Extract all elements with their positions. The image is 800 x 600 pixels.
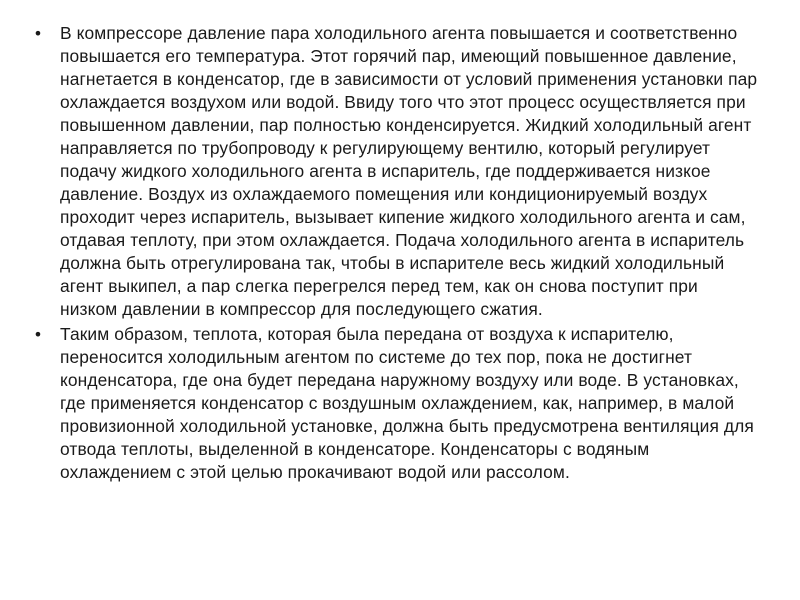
bullet-item-heat-transfer — [28, 323, 760, 484]
bullet-item-compressor-process — [28, 22, 760, 321]
bullet-text: В компрессоре давление пара холодильного агента повышается и соответственно повышается его температура. Этот горячий пар, имеющий повышенное давление, нагнетается в конденсатор, где в зависимости от условий применения установки пар охлаждается воздухом или водой. Ввиду того что этот процесс осуществляется при повышенном давлении, пар полностью конденсируется. Жидкий холодильный агент направляется по трубопроводу к регулирующему вентилю, который регулирует подачу жидкого холодильного агента в испаритель, где поддерживается низкое давление. Воздух из охлаждаемого помещения или кондиционируемый воздух проходит через испаритель, вызывает кипение жидкого холодильного агента и сам, отдавая теплоту, при этом охлаждается. Подача холодильного агента в испаритель должна быть отрегулирована так, чтобы в испарителе весь жидкий холодильный агент выкипел, а пар слегка перегрелся перед тем, как он снова поступит при низком давлении в компрессор для последующего сжатия. — [60, 23, 758, 319]
bullet-text: Таким образом, теплота, которая была передана от воздуха к испарителю, переносится холодильным агентом по системе до тех пор, пока не достигнет конденсатора, где она будет передана наружному воздуху или воде. В установках, где применяется конденсатор с воздушным охлаждением, как, например, в малой провизионной холодильной установке, должна быть предусмотрена вентиляция для отвода теплоты, выделенной в конденсаторе. Конденсаторы с водяным охлаждением с этой целью прокачивают водой или рассолом. — [60, 324, 754, 482]
bullet-icon: • — [33, 24, 43, 43]
bullet-list — [28, 22, 760, 484]
bullet-icon: • — [33, 325, 43, 344]
